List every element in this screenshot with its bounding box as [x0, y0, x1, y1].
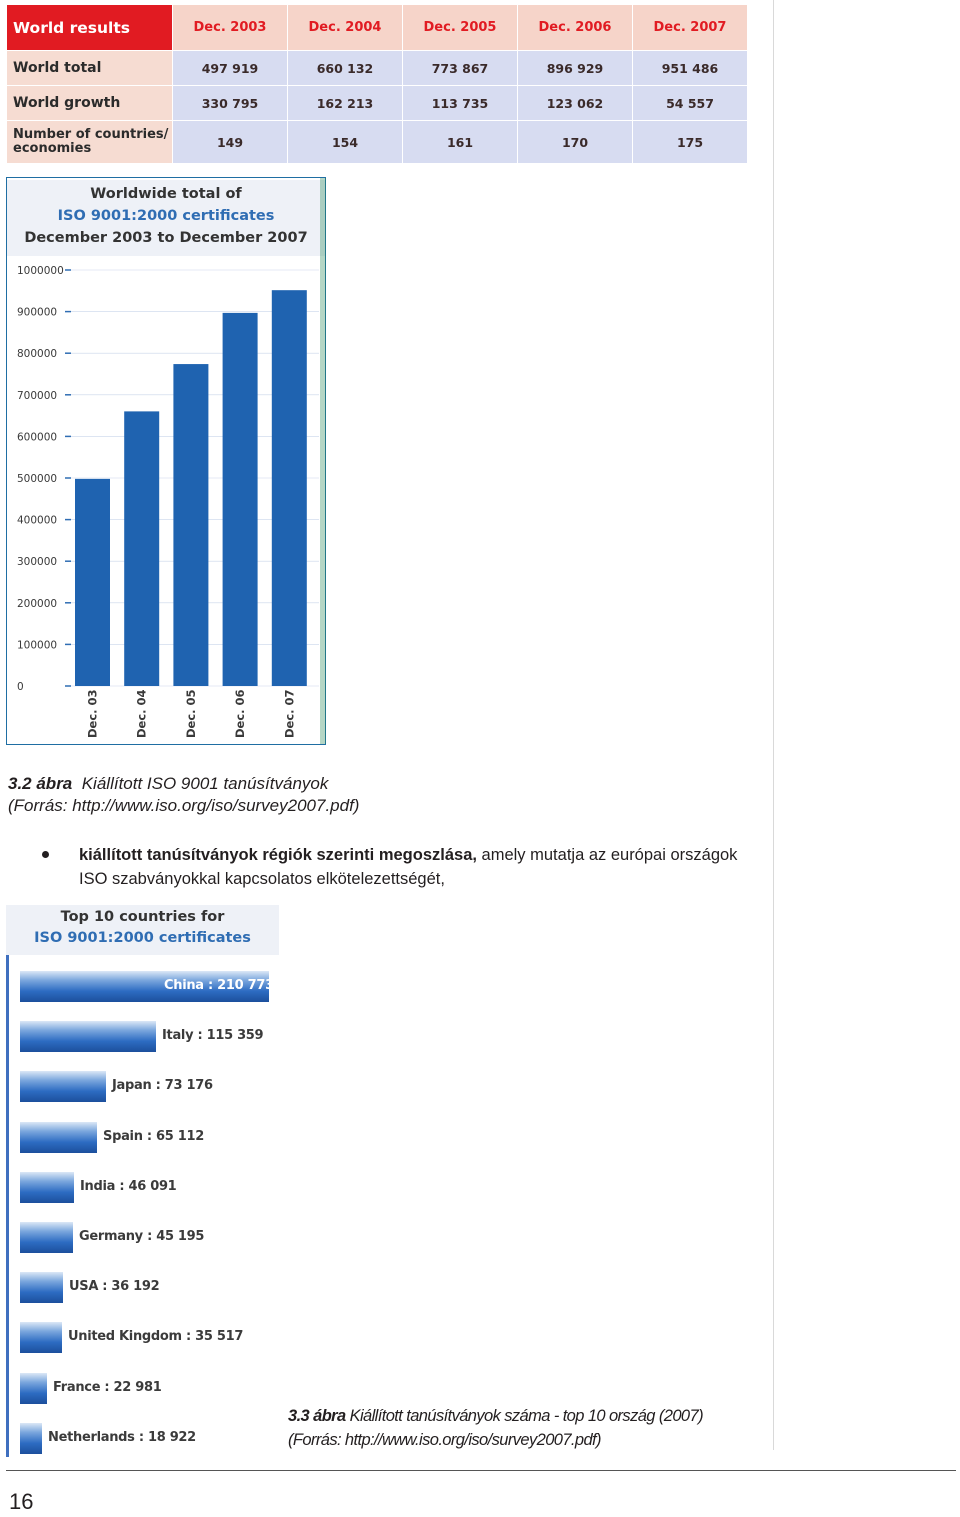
x-tick-label: Dec. 07	[282, 689, 297, 738]
bar	[20, 1172, 74, 1203]
x-tick-label: Dec. 06	[233, 689, 248, 738]
table-cell: 773 867	[403, 51, 518, 86]
figure-source: (Forrás: http://www.iso.org/iso/survey2007.pdf)	[288, 1431, 601, 1449]
bar-label: Spain : 65 112	[103, 1128, 204, 1144]
y-tick-label: 1000000	[17, 265, 64, 277]
bar	[75, 479, 110, 686]
table-header-cell: World results	[7, 5, 173, 51]
bullet-paragraph	[79, 843, 769, 891]
top10-countries-chart	[6, 905, 279, 1457]
chart-axis	[6, 955, 9, 1457]
figure-caption-text: Kiállított tanúsítványok száma - top 10 ország (2007)	[349, 1407, 703, 1425]
y-tick-label: 500000	[17, 473, 58, 485]
row-label: World total	[7, 51, 173, 86]
table-header-cell: Dec. 2005	[403, 5, 518, 51]
bar	[20, 1021, 156, 1052]
worldwide-total-chart	[6, 177, 326, 745]
bar-label: United Kingdom : 35 517	[68, 1329, 244, 1345]
bar-label: USA : 36 192	[69, 1279, 160, 1295]
chart-title-line: Worldwide total of	[90, 186, 242, 202]
chart-title-line: December 2003 to December 2007	[24, 230, 308, 246]
figure-caption-3-2	[8, 773, 359, 817]
table-header-cell: Dec. 2004	[288, 5, 403, 51]
bar	[20, 1272, 63, 1303]
bar	[20, 1222, 73, 1253]
x-tick-label: Dec. 04	[134, 689, 149, 738]
figure-number: 3.3 ábra	[288, 1407, 346, 1425]
table-cell: 54 557	[633, 86, 748, 121]
bar	[20, 1423, 42, 1454]
figure-number: 3.2 ábra	[8, 774, 73, 793]
bar	[20, 1071, 106, 1102]
table-cell: 149	[173, 121, 288, 164]
chart-title-line: Top 10 countries for	[60, 909, 225, 925]
x-tick-label: Dec. 03	[85, 689, 100, 738]
bar-label: Japan : 73 176	[112, 1078, 213, 1094]
bar-label: France : 22 981	[53, 1379, 162, 1395]
y-tick-label: 900000	[17, 306, 58, 319]
bar	[173, 364, 208, 686]
y-tick-label: 800000	[17, 348, 58, 361]
table-row	[7, 121, 748, 164]
table-cell: 162 213	[288, 86, 403, 121]
bullet-bold-text: kiállított tanúsítványok régiók szerinti megoszlása,	[79, 846, 477, 864]
bar	[20, 1322, 62, 1353]
bar	[272, 290, 307, 686]
table-header-cell: Dec. 2007	[633, 5, 748, 51]
chart-title-line: ISO 9001:2000 certificates	[34, 930, 251, 946]
page-number: 16	[9, 1489, 34, 1514]
table-cell: 170	[518, 121, 633, 164]
y-tick-label: 300000	[17, 556, 58, 569]
row-label: Number of countries/ economies	[7, 121, 173, 164]
chart-title-line: ISO 9001:2000 certificates	[57, 208, 275, 224]
table-cell: 113 735	[403, 86, 518, 121]
table-cell: 896 929	[518, 51, 633, 86]
table-cell: 161	[403, 121, 518, 164]
y-tick-label: 400000	[17, 514, 58, 527]
figure-caption-text: Kiállított ISO 9001 tanúsítványok	[81, 774, 329, 793]
table-header-row	[7, 5, 748, 51]
y-tick-label: 600000	[17, 431, 58, 444]
chart-title	[6, 905, 279, 955]
bullet-icon	[42, 851, 49, 858]
bar-label: China : 210 773	[164, 978, 274, 993]
bar-label: Germany : 45 195	[79, 1229, 205, 1244]
figure-source: (Forrás: http://www.iso.org/iso/survey2007.pdf)	[8, 796, 360, 815]
table-cell: 497 919	[173, 51, 288, 86]
column-divider	[773, 0, 774, 1450]
world-results-table	[6, 4, 748, 164]
table-header-cell: Dec. 2003	[173, 5, 288, 51]
y-tick-label: 0	[17, 681, 24, 693]
bar-label: India : 46 091	[80, 1178, 177, 1194]
y-tick-label: 100000	[17, 639, 58, 652]
table-row	[7, 86, 748, 121]
table-cell: 154	[288, 121, 403, 164]
bar-label: Italy : 115 359	[162, 1028, 264, 1044]
y-tick-label: 700000	[17, 389, 58, 402]
bar	[124, 411, 159, 686]
footer-rule	[6, 1470, 956, 1471]
table-cell: 660 132	[288, 51, 403, 86]
bar	[20, 1373, 47, 1404]
table-cell: 175	[633, 121, 748, 164]
x-tick-label: Dec. 05	[183, 689, 198, 738]
bar-chart-plot	[7, 178, 325, 744]
chart-border-accent	[320, 178, 326, 744]
row-label: World growth	[7, 86, 173, 121]
table-cell: 330 795	[173, 86, 288, 121]
table-cell: 123 062	[518, 86, 633, 121]
table-cell: 951 486	[633, 51, 748, 86]
table-header-cell: Dec. 2006	[518, 5, 633, 51]
bar-label: Netherlands : 18 922	[48, 1429, 196, 1445]
bullet-text: amely mutatja az európai országok ISO szabványokkal kapcsolatos elkötelezettségét,	[79, 846, 738, 888]
table-row	[7, 51, 748, 86]
bar	[223, 313, 258, 686]
y-tick-label: 200000	[17, 597, 58, 610]
figure-caption-3-3	[288, 1404, 703, 1452]
bar	[20, 1122, 97, 1153]
